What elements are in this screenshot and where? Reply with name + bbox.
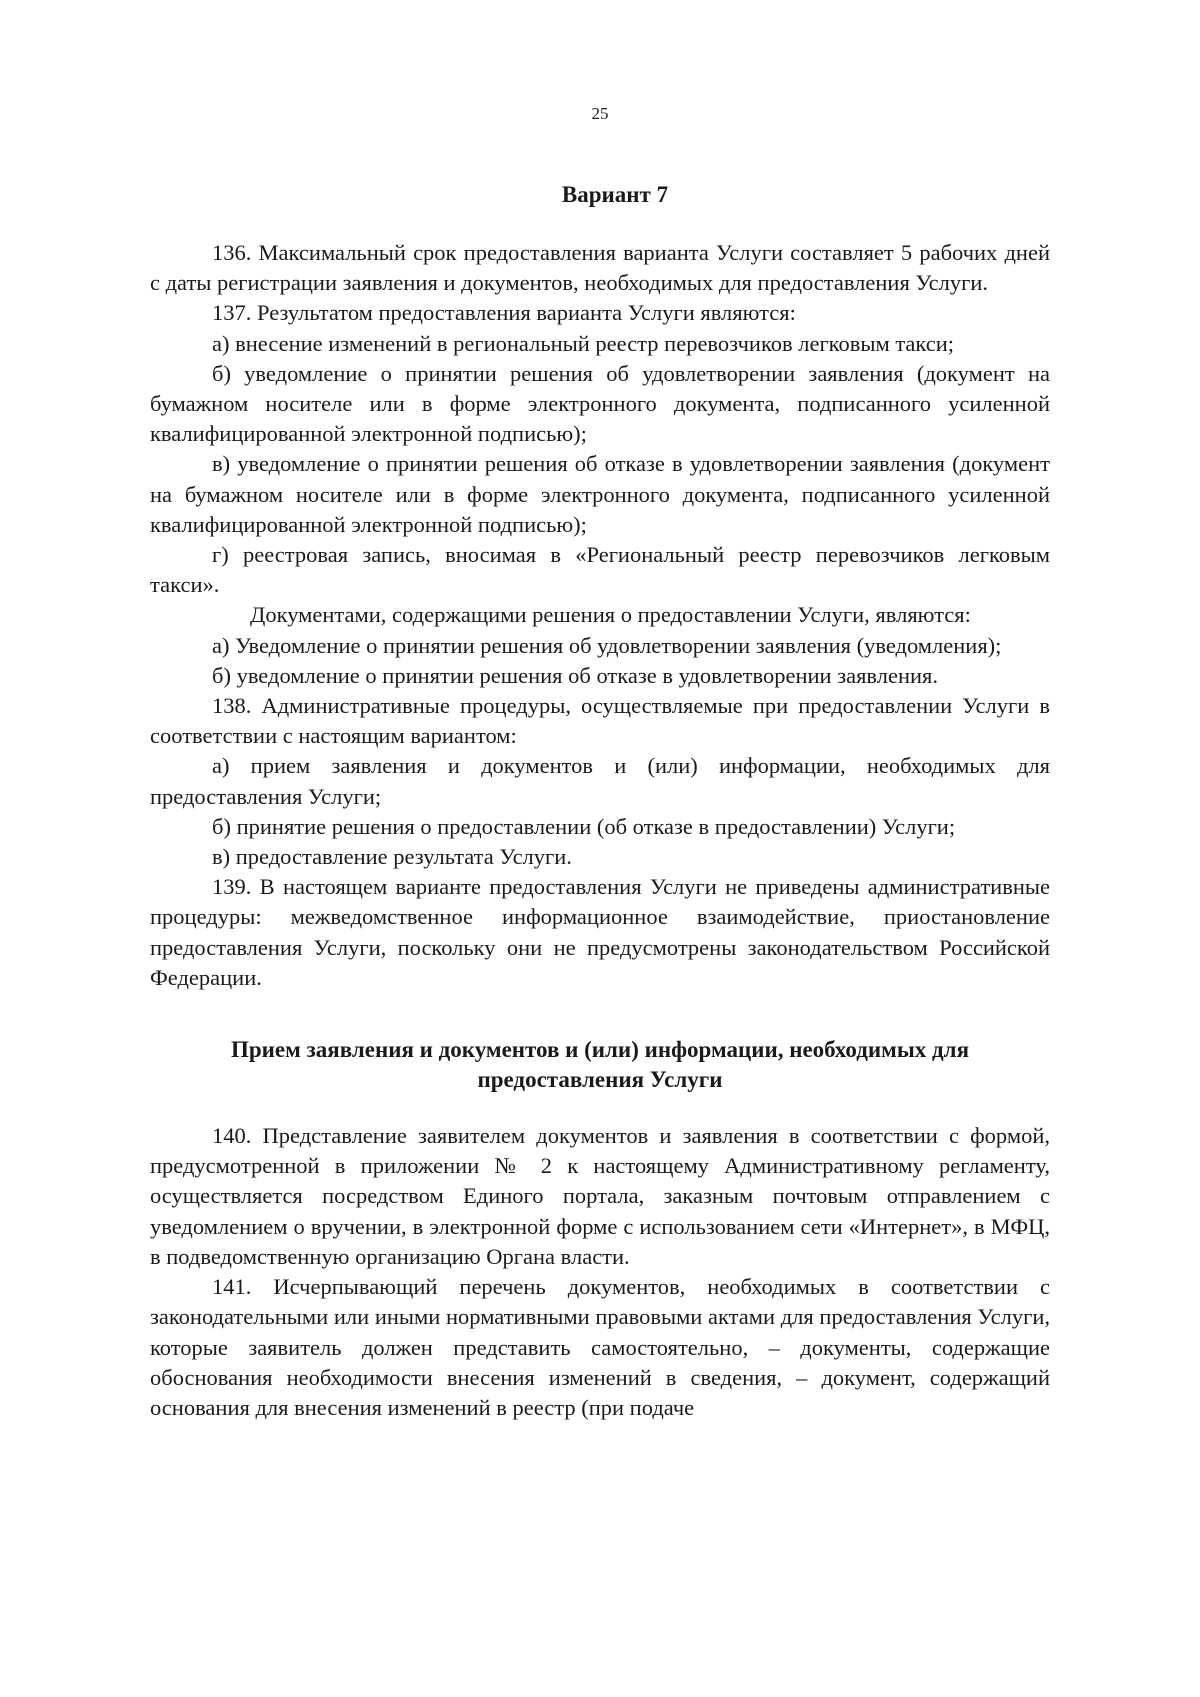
paragraph: 141. Исчерпывающий перечень документов, необходимых в соответствии с законодательными или иными нормативными правовыми актами для предоставления Услуги, которые заявитель должен представить самостоятельно, – документы, содержащие обоснования необходимости внесения изменений в сведения, – документ, содержащий основания для внесения изменений в реестр (при подаче [150, 1274, 1050, 1420]
paragraph: 139. В настоящем варианте предоставления Услуги не приведены административные процедуры: межведомственное информационное взаимодействие, приостановление предоставления Услуги, поскольку они не предусмотрены законодательством Российской Федерации. [150, 874, 1050, 990]
paragraph: а) прием заявления и документов и (или) информации, необходимых для предоставления Услуги; [150, 753, 1050, 809]
paragraph: 138. Административные процедуры, осуществляемые при предоставлении Услуги в соответствии с настоящим вариантом: [150, 693, 1050, 749]
paragraph: б) уведомление о принятии решения об отказе в удовлетворении заявления. [212, 662, 939, 688]
paragraph: 136. Максимальный срок предоставления варианта Услуги составляет 5 рабочих дней с даты регистрации заявления и документов, необходимых для предоставления Услуги. [150, 240, 1050, 296]
paragraph: 137. Результатом предоставления варианта Услуги являются: [212, 300, 796, 326]
paragraph: а) Уведомление о принятии решения об удовлетворении заявления (уведомления); [212, 632, 1002, 658]
paragraph: в) уведомление о принятии решения об отказе в удовлетворении заявления (документ на бумажном носителе или в форме электронного документа, подписанного усиленной квалифицированной электронной подписью); [150, 451, 1050, 537]
paragraph: г) реестровая запись, вносимая в «Региональный реестр перевозчиков легковым такси». [150, 542, 1050, 598]
paragraph: б) уведомление о принятии решения об удовлетворении заявления (документ на бумажном носителе или в форме электронного документа, подписанного усиленной квалифицированной электронной подписью); [150, 360, 1050, 447]
paragraph: в) предоставление результата Услуги. [212, 844, 572, 870]
paragraph: б) принятие решения о предоставлении (об отказе в предоставлении) Услуги; [212, 813, 956, 839]
section-heading-variant: Вариант 7 [561, 182, 669, 207]
document-body [150, 180, 1050, 1423]
page-number: 25 [591, 104, 609, 123]
section-heading-reception: Прием заявления и документов и (или) информации, необходимых для предоставления Услуги [230, 1037, 970, 1093]
paragraph: а) внесение изменений в региональный реестр перевозчиков легковым такси; [212, 330, 955, 356]
paragraph: 140. Представление заявителем документов и заявления в соответствии с формой, предусмотренной в приложении № 2 к настоящему Административному регламенту, осуществляется посредством Единого портала, заказным почтовым отправлением с уведомлением о вручении, в электронной форме с использованием сети «Интернет», в МФЦ, в подведомственную организацию Органа власти. [150, 1123, 1050, 1269]
paragraph: Документами, содержащими решения о предоставлении Услуги, являются: [250, 602, 971, 628]
